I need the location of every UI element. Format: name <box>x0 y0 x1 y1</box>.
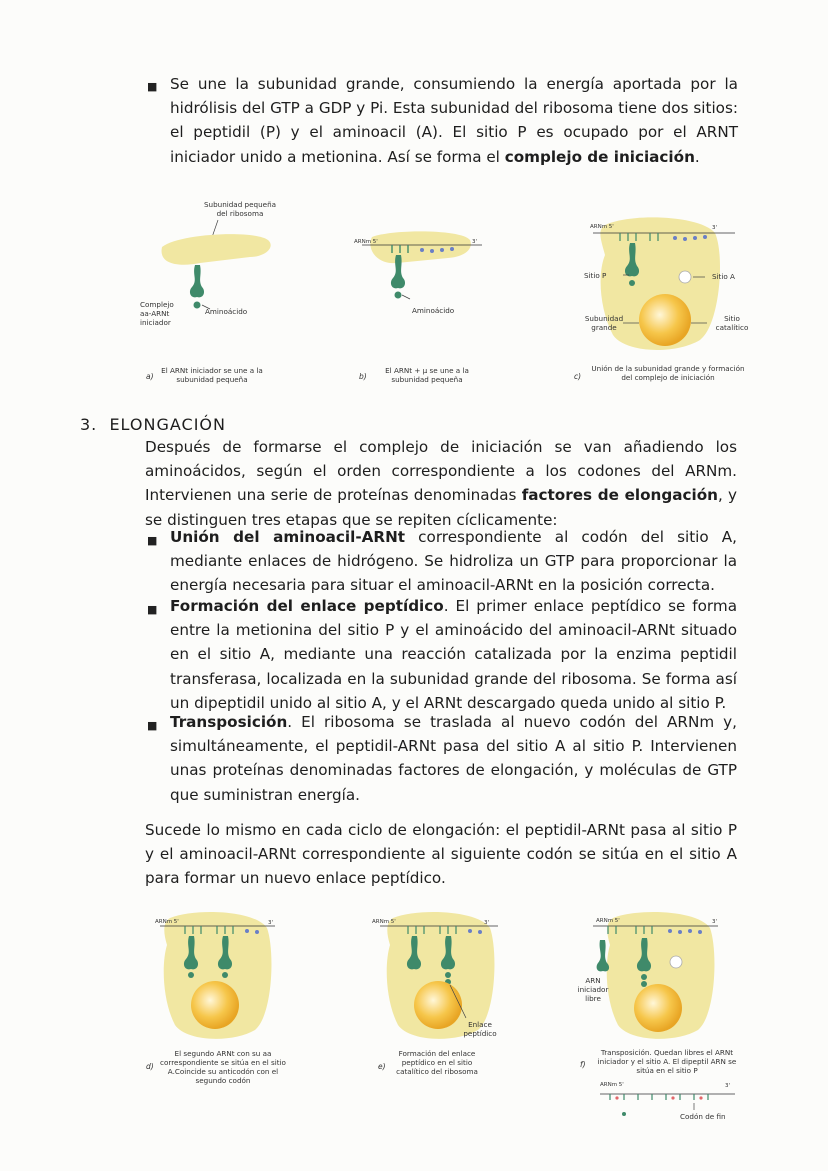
letter-f: f) <box>580 1060 586 1069</box>
label-site-a: Sitio A <box>712 272 735 281</box>
bullet-marker: ■ <box>147 80 158 93</box>
bullet-marker: ■ <box>147 603 158 616</box>
intro-text: Se une la subunidad grande, consumiendo la energía aportada por la hidrólisis del GTP a GDP y Pi. Esta subunidad del ribosoma tiene dos sitios: el peptidil (P) y el aminoacil (A). El sitio P es ocupado por el ARNT iniciador unido a metionina. Así se forma el <box>170 75 738 166</box>
catalytic-core-d <box>191 981 239 1029</box>
label-3-f: 3' <box>712 919 718 925</box>
letter-c: c) <box>574 372 582 381</box>
label-mrna-b: ARNm 5' <box>354 239 378 245</box>
catalytic-core-f <box>634 984 682 1032</box>
label-stop-codon: Codón de fin <box>680 1112 726 1121</box>
label-mrna-e: ARNm 5' <box>372 919 396 925</box>
label-mrna-d: ARNm 5' <box>155 919 179 925</box>
letter-d: d) <box>146 1062 154 1071</box>
caption-f: Transposición. Quedan libres el ARNt iniciador y el sitio A. El dipeptil ARN se sitúa en el sitio P <box>597 1048 737 1075</box>
label-catalytic-site: Sitio catalítico <box>715 314 749 332</box>
label-3-f-small: 3' <box>725 1083 731 1089</box>
bullet-marker: ■ <box>147 534 158 547</box>
label-site-p: Sitio P <box>584 271 607 280</box>
intro-text-end: . <box>694 147 700 166</box>
caption-e: Formación del enlace peptídico en el sitio catalítico del ribosoma <box>396 1049 478 1076</box>
bullet-marker: ■ <box>147 719 158 732</box>
label-aminoacid-a: Aminoácido <box>205 307 248 316</box>
figure-d-diagram <box>145 910 295 1045</box>
catalytic-core-c <box>639 294 691 346</box>
label-aminoacid-b: Aminoácido <box>412 306 455 315</box>
step-2-title: Formación del enlace peptídico <box>170 597 444 615</box>
step-3 <box>170 710 737 807</box>
step-3-text: . El ribosoma se traslada al nuevo codón del ARNm y, simultáneamente, el peptidil-ARNt pasa del sitio A al sitio P. Intervienen unas proteínas denominadas factores de elongación, y moléculas de GTP que suministran energía. <box>170 713 737 804</box>
label-mrna-f: ARNm 5' <box>596 918 620 924</box>
catalytic-core-e <box>414 981 462 1029</box>
step-1-text: correspondiente al codón del sitio A, mediante enlaces de hidrógeno. Se hidroliza un GTP para proporcionar la energía necesaria para situar el aminoacil-ARNt en la posición correcta. <box>170 528 738 595</box>
label-3-b: 3' <box>472 239 478 245</box>
site-a-empty <box>679 271 691 283</box>
step-2-text: . El primer enlace peptídico se forma entre la metionina del sitio P y el aminoácido del aminoacil-ARNt situado en el sitio A, mediante una reacción catalizada por la enzima peptidil transferasa, localizada en la subunidad grande del ribosoma. Se forma así un dipeptidil unido al sitio A, y el ARNt descargado queda unido al sitio P. <box>170 597 737 712</box>
section-number: 3. <box>80 415 98 434</box>
figure-c-diagram <box>575 215 755 355</box>
label-free-trna: ARN iniciador libre <box>577 976 609 1003</box>
letter-b: b) <box>359 372 367 381</box>
section-heading <box>80 415 226 434</box>
intro-bullet-paragraph <box>170 72 738 169</box>
letter-a: a) <box>146 372 154 381</box>
caption-c: Unión de la subunidad grande y formación del complejo de iniciación <box>591 364 745 382</box>
elongation-intro-text-end: , y se distinguen tres etapas que se repiten cíclicamente: <box>145 486 737 529</box>
site-a-free <box>670 956 682 968</box>
letter-e: e) <box>378 1062 386 1071</box>
step-2 <box>170 594 737 715</box>
step-3-title: Transposición <box>170 713 288 731</box>
label-3-d: 3' <box>268 920 274 926</box>
label-peptide-bond: Enlace peptídico <box>463 1020 497 1038</box>
label-mrna-f-small: ARNm 5' <box>600 1082 624 1088</box>
label-mrna-c: ARNm 5' <box>590 224 614 230</box>
label-small-subunit: Subunidad pequeña del ribosoma <box>203 200 277 218</box>
initiator-trna-icon <box>190 265 204 309</box>
label-3-c: 3' <box>712 225 718 231</box>
step-1-title: Unión del aminoacil-ARNt <box>170 528 406 546</box>
elongation-intro-text: Después de formarse el complejo de iniciación se van añadiendo los aminoácidos, según el orden correspondiente a los codones del ARNm. Intervienen una serie de proteínas denominadas <box>145 438 737 505</box>
caption-d: El segundo ARNt con su aa correspondiente se sitúa en el sitio A.Coincide su anticodón con el segundo codón <box>160 1049 286 1085</box>
label-complex: Complejo aa-ARNt iniciador <box>140 300 174 327</box>
section-title: ELONGACIÓN <box>109 415 226 434</box>
small-subunit-shape <box>162 234 271 265</box>
step-1 <box>170 525 737 598</box>
caption-a: El ARNt iniciador se une a la subunidad pequeña <box>161 366 263 384</box>
caption-b: El ARNt + μ se une a la subunidad pequeña <box>385 366 469 384</box>
cycle-paragraph: Sucede lo mismo en cada ciclo de elongación: el peptidil-ARNt pasa al sitio P y el aminoacil-ARNt correspondiente al siguiente codón se sitúa en el sitio A para formar un nuevo enlace peptídico. <box>145 821 737 888</box>
intro-bold: complejo de iniciación <box>504 147 695 166</box>
elongation-intro <box>145 435 737 532</box>
small-subunit-shape-b <box>370 231 471 263</box>
label-big-subunit: Subunidad grande <box>584 314 624 332</box>
elongation-intro-bold: factores de elongación <box>521 486 718 505</box>
label-3-e: 3' <box>484 920 490 926</box>
figure-a-diagram <box>140 195 300 390</box>
